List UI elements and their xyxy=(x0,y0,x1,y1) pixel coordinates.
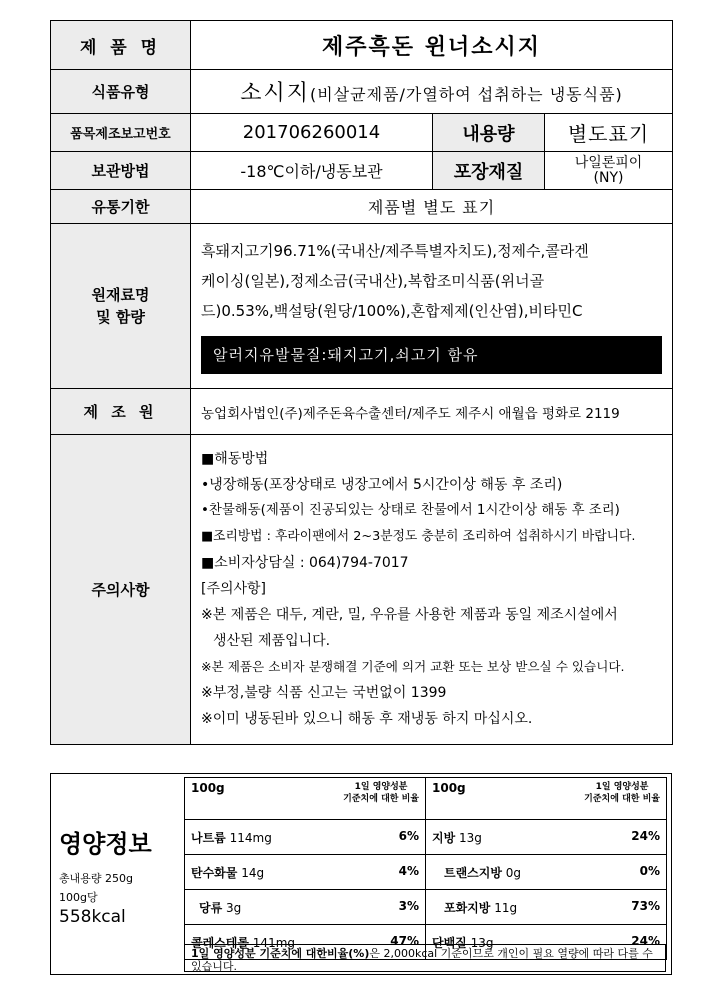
nutrient-percent: 6% xyxy=(398,828,419,843)
allergy-banner: 알러지유발물질:돼지고기,쇠고기 함유 xyxy=(201,336,662,374)
nutrition-footnote xyxy=(184,944,666,972)
footnote-rest: 은 2,000kcal 기준이므로 개인이 필요 열량에 따라 다를 수 있습니다. xyxy=(191,947,653,973)
ingredients-label xyxy=(51,224,191,389)
caution-line: ※이미 냉동된바 있으니 해동 후 재냉동 하지 마십시오. xyxy=(201,710,533,727)
caution-label: 주의사항 xyxy=(51,435,191,745)
volume-value: 별도표기 xyxy=(545,114,673,152)
header-amount: 100g xyxy=(191,781,225,795)
volume-label: 내용량 xyxy=(433,114,545,152)
nutrition-header-right xyxy=(426,778,667,820)
caution-line: ※부정,불량 식품 신고는 국번없이 1399 xyxy=(201,684,447,701)
caution-line: ■조리방법 : 후라이팬에서 2~3분정도 충분히 조리하여 섭취하시기 바랍니다. xyxy=(201,528,636,544)
nutrient-amount: 114mg xyxy=(229,830,272,845)
header-ref-line-2: 기준치에 대한 비율 xyxy=(584,794,660,804)
nutrient-name: 콜레스테롤 xyxy=(191,935,249,950)
nutrient-percent: 47% xyxy=(390,933,419,948)
nutrition-per: 100g당 xyxy=(59,891,98,904)
nutrition-kcal: 558kcal xyxy=(59,907,126,927)
nutrient-cell xyxy=(426,855,667,890)
caution-line: [주의사항] xyxy=(201,580,267,597)
nutrient-cell xyxy=(426,890,667,925)
nutrient-percent: 24% xyxy=(631,933,660,948)
ingredients-label-line-1: 원재료명 xyxy=(91,286,150,304)
nutrition-total: 총내용량 250g xyxy=(59,872,133,885)
nutrient-name: 탄수화물 xyxy=(191,865,238,880)
header-ref-line-2: 기준치에 대한 비율 xyxy=(343,794,419,804)
packaging-line-2: (NY) xyxy=(593,169,624,186)
nutrient-name: 트랜스지방 xyxy=(444,865,502,880)
food-type-value xyxy=(191,70,673,114)
maker-value: 농업회사법인(주)제주돈육수출센터/제주도 제주시 애월읍 평화로 2119 xyxy=(191,389,673,435)
nutrition-summary xyxy=(51,774,183,974)
caution-line: 생산된 제품입니다. xyxy=(213,632,331,649)
nutrient-name: 나트륨 xyxy=(191,830,226,845)
caution-value xyxy=(191,435,673,745)
packaging-line-1: 나일론피이 xyxy=(574,154,643,171)
ingredients-line-2: 케이싱(일본),정제소금(국내산),복합조미식품(위너골 xyxy=(201,272,545,290)
nutrition-table xyxy=(184,777,667,960)
nutrition-header-left xyxy=(185,778,426,820)
packaging-label: 포장재질 xyxy=(433,152,545,190)
header-ref-line-1: 1일 영양성분 xyxy=(595,782,649,792)
header-ref xyxy=(343,781,419,805)
nutrition-title: 영양정보 xyxy=(59,830,152,858)
nutrient-name: 당류 xyxy=(199,900,223,915)
header-ref xyxy=(584,781,660,805)
product-name-label: 제 품 명 xyxy=(51,21,191,70)
report-number: 201706260014 xyxy=(191,114,433,152)
caution-line: ※본 제품은 대두, 계란, 밀, 우유를 사용한 제품과 동일 제조시설에서 xyxy=(201,606,618,623)
nutrient-cell xyxy=(426,820,667,855)
product-info-table xyxy=(50,20,673,745)
caution-line: •냉장해동(포장상태로 냉장고에서 5시간이상 해동 후 조리) xyxy=(201,476,563,493)
nutrition-header-row xyxy=(185,778,667,820)
food-type-sub: (비살균제품/가열하여 섭취하는 냉동식품) xyxy=(309,85,623,104)
expiry-label: 유통기한 xyxy=(51,190,191,224)
food-type-main: 소시지 xyxy=(240,81,310,106)
nutrient-amount: 141mg xyxy=(252,935,296,950)
nutrient-percent: 24% xyxy=(631,828,660,843)
nutrient-amount: 13g xyxy=(459,830,482,845)
packaging-value xyxy=(545,152,673,190)
expiry-value: 제품별 별도 표기 xyxy=(191,190,673,224)
nutrient-cell xyxy=(185,820,426,855)
food-type-label: 식품유형 xyxy=(51,70,191,114)
report-number-label: 품목제조보고번호 xyxy=(51,114,191,152)
caution-line: ■소비자상담실 : 064)794-7017 xyxy=(201,554,409,571)
caution-line: ■해동방법 xyxy=(201,450,269,467)
product-name: 제주흑돈 윈너소시지 xyxy=(191,21,673,70)
ingredients-line-3: 드)0.53%,백설탕(원당/100%),혼합제제(인산염),비타민C xyxy=(201,302,583,320)
nutrient-amount: 14g xyxy=(241,865,265,880)
caution-line: ※본 제품은 소비자 분쟁해결 기준에 의거 교환 또는 보상 받으실 수 있습니다. xyxy=(201,658,625,674)
nutrition-row xyxy=(185,890,667,925)
nutrient-amount: 0g xyxy=(505,865,522,880)
nutrient-percent: 3% xyxy=(398,898,419,913)
storage-label: 보관방법 xyxy=(51,152,191,190)
nutrient-name: 포화지방 xyxy=(444,900,491,915)
nutrient-amount: 11g xyxy=(494,900,518,915)
nutrient-name: 지방 xyxy=(432,830,456,845)
header-ref-line-1: 1일 영양성분 xyxy=(354,782,408,792)
header-amount: 100g xyxy=(432,781,466,795)
footnote-bold: 1일 영양성분 기준치에 대한비율(%) xyxy=(191,947,370,960)
nutrient-percent: 4% xyxy=(398,863,419,878)
nutrient-amount: 13g xyxy=(470,935,494,950)
storage-value: -18℃이하/냉동보관 xyxy=(191,152,433,190)
ingredients-line-1: 흑돼지고기96.71%(국내산/제주특별자치도),정제수,콜라겐 xyxy=(201,242,589,260)
nutrient-cell xyxy=(185,855,426,890)
nutrition-row xyxy=(185,855,667,890)
nutrient-cell xyxy=(185,890,426,925)
nutrient-amount: 3g xyxy=(226,900,242,915)
nutrition-row xyxy=(185,820,667,855)
ingredients-value xyxy=(191,224,673,389)
nutrient-name: 단백질 xyxy=(432,935,467,950)
nutrient-percent: 73% xyxy=(631,898,660,913)
nutrition-facts xyxy=(50,773,672,975)
ingredients-label-line-2: 및 함량 xyxy=(96,308,145,326)
nutrient-percent: 0% xyxy=(639,863,660,878)
maker-label: 제 조 원 xyxy=(51,389,191,435)
caution-line: •찬물해동(제품이 진공되있는 상태로 찬물에서 1시간이상 해동 후 조리) xyxy=(201,502,620,518)
